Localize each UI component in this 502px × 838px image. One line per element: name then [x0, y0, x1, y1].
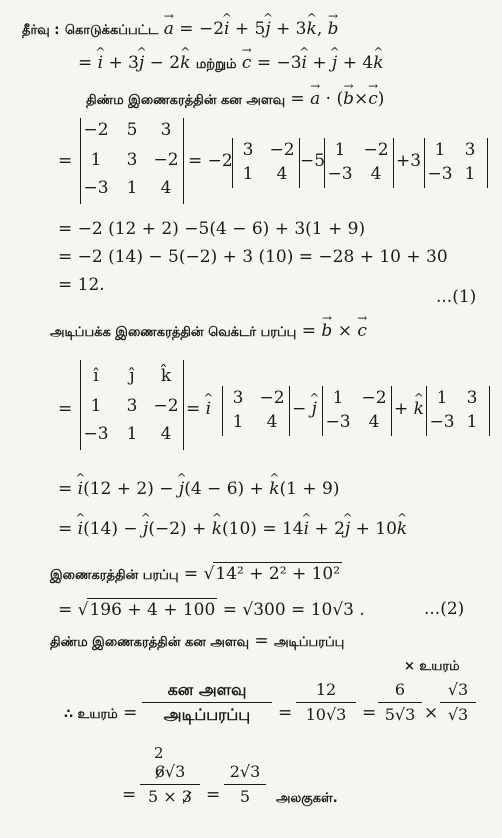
height-fraction-simplified: 6 5√3: [378, 680, 422, 725]
calc-line-2: = −2 (14) − 5(−2) + 3 (10) = −28 + 10 + 30: [58, 247, 448, 267]
base-area-heading-line: அடிப்பக்க இணைகரத்தின் வெக்டர் பரப்பு = → b × → c: [50, 320, 367, 344]
area-heading: இணைகரத்தின் பரப்பு: [50, 568, 179, 583]
solution-label: தீர்வு :: [22, 23, 60, 38]
relation-right: அடிப்பரப்பு: [274, 635, 345, 650]
rationalize-fraction: √3 √3: [440, 680, 476, 725]
cross-calc-2: = ^ i(14) − ^ j(−2) + ^ k(10) = 14^ i + 2^ j + 10^ k: [58, 518, 407, 540]
minor-c: 1 3 −3 1: [424, 138, 488, 188]
minor-k: 1 3 −3 1: [426, 386, 490, 436]
final-fraction: 2√3 5: [224, 762, 266, 807]
calc-line-1: = −2 (12 + 2) −5(4 − 6) + 3(1 + 9): [58, 219, 366, 239]
calc-line-3: = 12.: [58, 275, 105, 295]
final-cancel-fraction: 6√3 5 × 3: [140, 762, 200, 807]
minor-i: 3 −2 1 4: [222, 386, 290, 436]
document-page: தீர்வு : கொடுக்கப்பட்ட → a = −2^ i + 5^ j + 3^ k, → b = ^ i + 3^ j − 2^ k மற்றும் → c = −3^ i + ^ j + 4^ k திண்ம இணைகரத்தின் கன அளவு = → a · (→ b×→ c) = −2 5 3 1 3 −2 −3 1 4 = −2 3 −2 1 4 −5 1 −2 −3 4 +3 1 3 −3 1 = −2 (12 + 2) −5(4 − 6) + 3(1 + 9) = −2 (14) − 5(−2) + 3 (10) = −28 + 10 + 30 = 12. ...(1) அடிப்பக்க இணைகரத்தின் வெக்டர் பரப்பு = → b × → c = î ĵ k̂ 1 3 −2 −3 1 4 = ^ i 3 −2 1 4 − ^ j 1 −2 −3 4 + ^ k 1 3 −3 1 = ^ i(12 + 2) − ^ j(4 − 6) + ^ k(1 + 9) = ^ i(14) − ^ j(−2) + ^ k(10) = 14^ i + 2^ j + 10^ k இணைகரத்தின் பரப்பு = √14² + 2² + 10² = √196 + 4 + 100 = √300 = 10√3 . ...(2) திண்ம இணைகரத்தின் கன அளவு = அடிப்பரப்பு × உயரம் ∴ உயரம் = கன அளவு அடிப்பரப்பு = 12 10√3 = 6 5√3 × √3 √3 2 = 6√3 5 × 3 = 2√3 5 அலகுகள்.: [0, 0, 502, 838]
minor-a: 3 −2 1 4: [232, 138, 300, 188]
given-line-2: = ^ i + 3^ j − 2^ k மற்றும் → c = −3^ i + ^ j + 4^ k: [78, 52, 384, 76]
equation-ref-2: ...(2): [424, 599, 465, 619]
volume-heading: திண்ம இணைகரத்தின் கன அளவு: [86, 93, 286, 108]
given-line: தீர்வு : கொடுக்கப்பட்ட → a = −2^ i + 5^ j + 3^ k, → b: [22, 18, 339, 42]
volume-heading-line: திண்ம இணைகரத்தின் கன அளவு = → a · (→ b×→ c): [86, 88, 384, 112]
minor-b: 1 −2 −3 4: [324, 138, 394, 188]
given-text: கொடுக்கப்பட்ட: [64, 23, 159, 38]
relation-line: திண்ம இணைகரத்தின் கன அளவு = அடிப்பரப்பு: [50, 631, 345, 651]
units-label: அலகுகள்.: [276, 791, 338, 806]
cross-calc-1: = ^ i(12 + 2) − ^ j(4 − 6) + ^ k(1 + 9): [58, 478, 339, 500]
area-calc: = √196 + 4 + 100 = √300 = 10√3 .: [58, 600, 365, 620]
height-fraction-num: 12 10√3: [296, 680, 356, 725]
height-fraction-words: கன அளவு அடிப்பரப்பு: [142, 680, 272, 725]
minor-j: 1 −2 −3 4: [322, 386, 392, 436]
equation-ref-1: ...(1): [436, 287, 477, 307]
cancel-top: 2: [154, 744, 164, 762]
relation-left: திண்ம இணைகரத்தின் கன அளவு: [50, 635, 250, 650]
determinant-cross: î ĵ k̂ 1 3 −2 −3 1 4: [80, 360, 184, 450]
base-area-heading: அடிப்பக்க இணைகரத்தின் வெக்டர் பரப்பு: [50, 325, 297, 340]
relation-tail: × உயரம்: [404, 659, 460, 674]
and-text: மற்றும்: [195, 57, 237, 72]
height-label: ∴ உயரம் =: [64, 703, 138, 723]
determinant-main: −2 5 3 1 3 −2 −3 1 4: [80, 118, 184, 204]
area-line: இணைகரத்தின் பரப்பு = √14² + 2² + 10²: [50, 564, 341, 584]
